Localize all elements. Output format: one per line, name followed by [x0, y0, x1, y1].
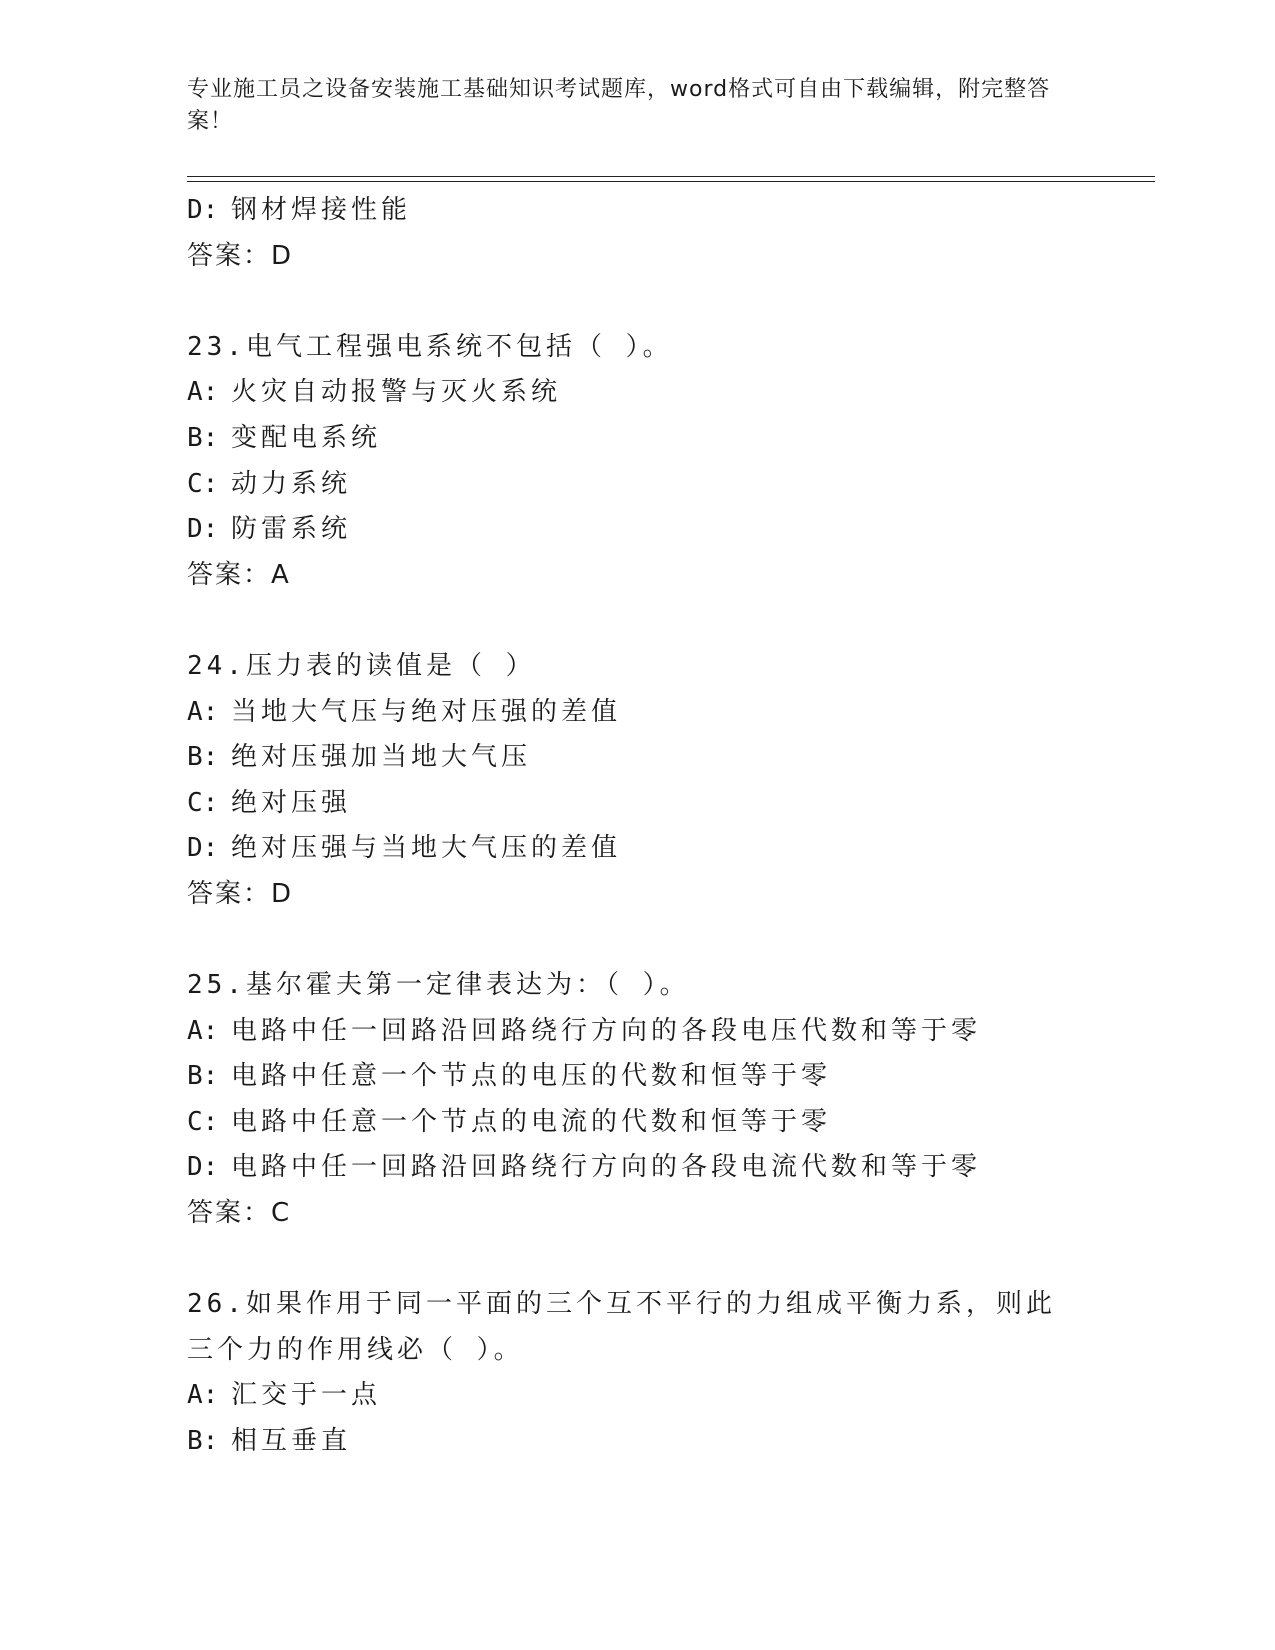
- answer: 答案：D: [187, 240, 294, 271]
- option-c: C: 绝对压强: [187, 787, 352, 818]
- option-a: A: 电路中任一回路沿回路绕行方向的各段电压代数和等于零: [187, 1015, 982, 1046]
- document-header: 专业施工员之设备安装施工基础知识考试题库，word格式可自由下载编辑，附完整答案！: [187, 77, 1051, 134]
- question-stem: 24.压力表的读值是（ ）: [187, 650, 536, 681]
- option-d: D: 钢材焊接性能: [187, 195, 412, 225]
- spacer: [187, 279, 1087, 325]
- answer: 答案：C: [187, 1198, 292, 1229]
- header-rule-top: [187, 176, 1155, 177]
- option-d: D: 绝对压强与当地大气压的差值: [187, 833, 622, 864]
- option-c: C: 电路中任意一个节点的电流的代数和恒等于零: [187, 1106, 832, 1137]
- option-b: B: 电路中任意一个节点的电压的代数和恒等于零: [187, 1061, 832, 1092]
- option-d: D: 防雷系统: [187, 514, 352, 545]
- option-a: A: 火灾自动报警与灭火系统: [187, 377, 562, 408]
- question-stem: 26.如果作用于同一平面的三个互不平行的力组成平衡力系，则此三个力的作用线必（ ）。: [187, 1289, 1056, 1365]
- option-a: A: 汇交于一点: [187, 1380, 382, 1411]
- option-b: B: 相互垂直: [187, 1426, 352, 1457]
- question-stem: 23.电气工程强电系统不包括（ ）。: [187, 331, 673, 362]
- spacer: [187, 918, 1087, 964]
- answer: 答案：A: [187, 559, 291, 590]
- question-list: [187, 188, 1087, 1465]
- option-b: B: 绝对压强加当地大气压: [187, 742, 532, 773]
- option-b: B: 变配电系统: [187, 422, 382, 453]
- header-rule-bottom: [187, 181, 1155, 182]
- option-a: A: 当地大气压与绝对压强的差值: [187, 696, 622, 727]
- spacer: [187, 598, 1087, 644]
- answer: 答案：D: [187, 878, 294, 909]
- option-c: C: 动力系统: [187, 468, 352, 499]
- question-stem: 25.基尔霍夫第一定律表达为：（ ）。: [187, 970, 690, 1001]
- option-d: D: 电路中任一回路沿回路绕行方向的各段电流代数和等于零: [187, 1152, 982, 1183]
- spacer: [187, 1237, 1087, 1283]
